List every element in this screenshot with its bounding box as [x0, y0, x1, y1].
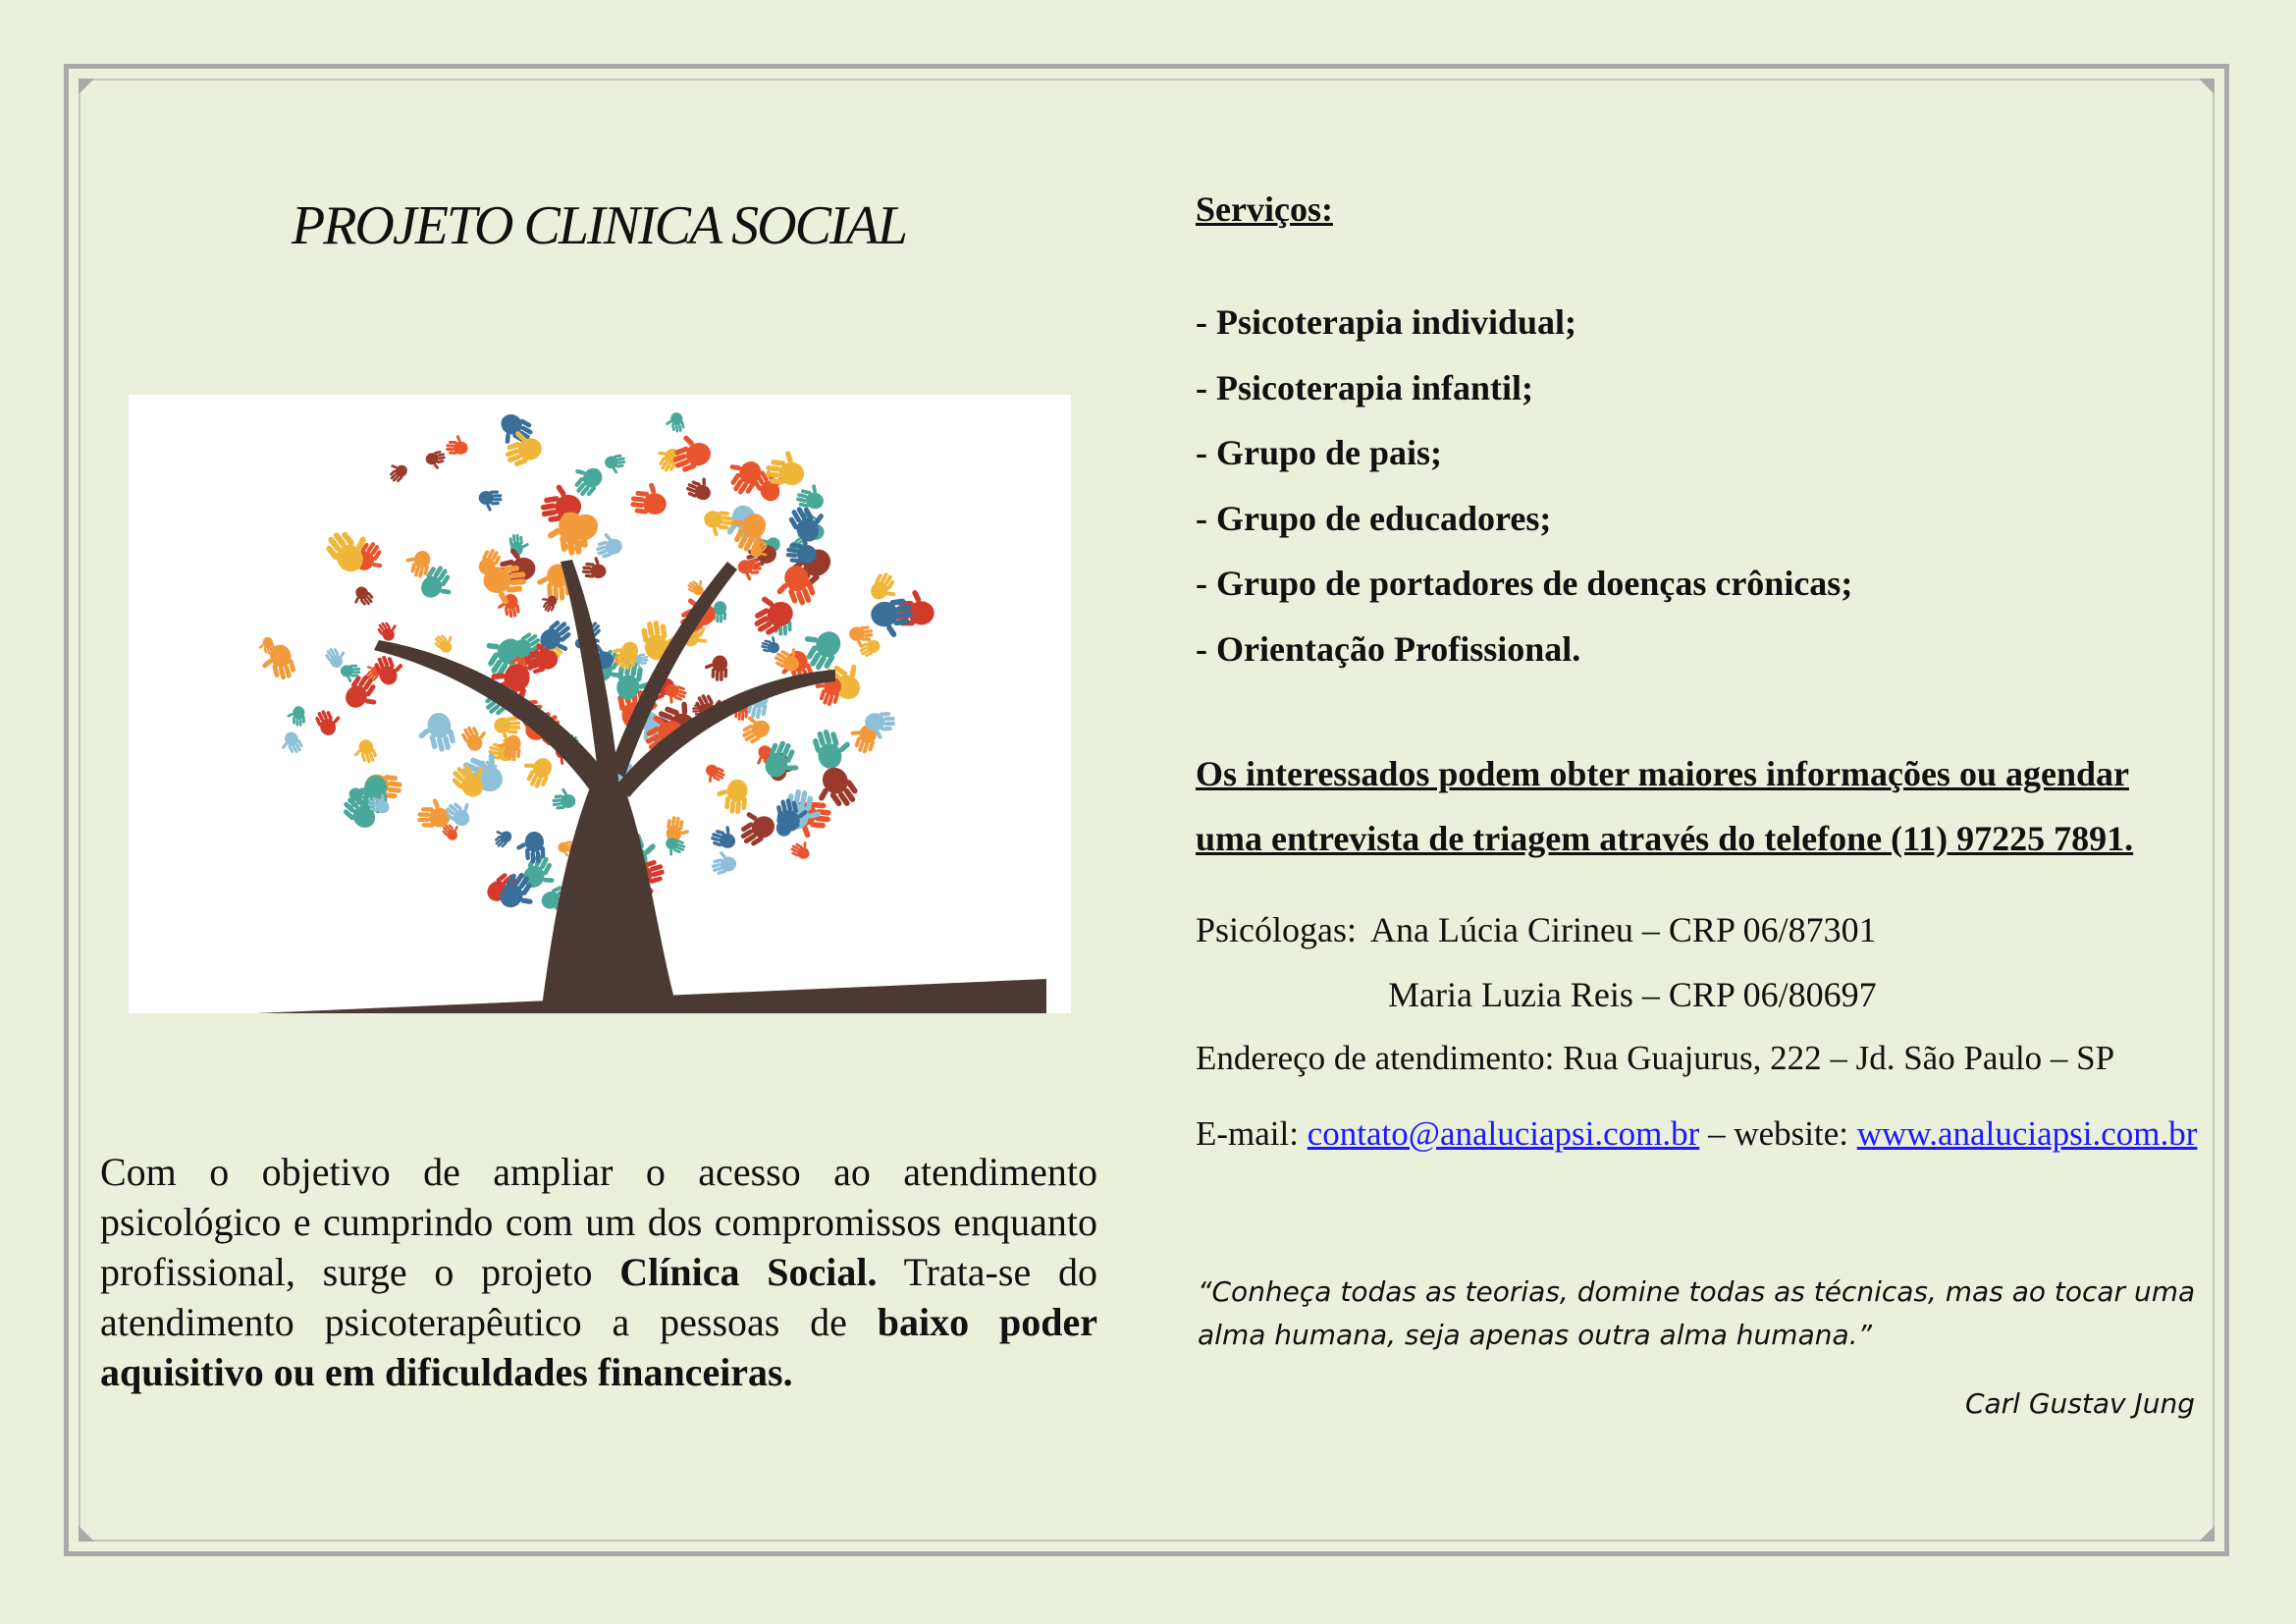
- psychologist-1: Ana Lúcia Cirineu – CRP 06/87301: [1370, 910, 1877, 949]
- hand-leaf: [704, 655, 728, 681]
- address-line: Endereço de atendimento: Rua Guajurus, 222 – Jd. São Paulo – SP: [1196, 1039, 2115, 1077]
- intro-text-2: Trata-se do atendimento psicoterapêutico a pessoas de: [100, 1250, 1097, 1344]
- hand-leaf: [737, 559, 762, 581]
- hand-leaf: [630, 480, 669, 516]
- hand-leaf: [432, 628, 458, 655]
- quote-author: Carl Gustav Jung: [1964, 1387, 2195, 1420]
- hand-leaf: [551, 786, 576, 810]
- hand-leaf: [424, 450, 448, 471]
- hand-leaf: [417, 798, 450, 829]
- hand-leaf: [715, 778, 749, 815]
- website-label: – website:: [1699, 1114, 1857, 1153]
- service-item: - Grupo de educadores;: [1196, 498, 1552, 538]
- services-heading: Serviços:: [1196, 189, 1333, 229]
- website-link[interactable]: www.analuciapsi.com.br: [1856, 1114, 2198, 1153]
- tree-illustration: [129, 395, 1071, 1013]
- hand-leaf: [384, 459, 409, 484]
- hand-leaf: [604, 454, 627, 475]
- contact-call-to-action: Os interessados podem obter maiores informações ou agendar uma entrevista de triagem através do telefone (11) 97225 7891.: [1196, 754, 2134, 858]
- intro-bold-clinica-social: Clínica Social.: [619, 1250, 878, 1294]
- hand-leaf: [565, 459, 607, 500]
- hand-leaf: [446, 434, 468, 455]
- hand-leaf: [489, 825, 514, 849]
- service-item: - Grupo de portadores de doenças crônicas;: [1196, 564, 1853, 604]
- quote-text: “Conheça todas as teorias, domine todas as técnicas, mas ao tocar uma alma humana, seja apenas outra alma humana.”: [1198, 1275, 2196, 1351]
- corner-ornament-top-right: [2199, 79, 2215, 94]
- hand-leaf: [720, 452, 766, 499]
- intro-bold-financial: baixo poder aquisitivo ou em dificuldades financeiras.: [100, 1300, 1098, 1394]
- corner-ornament-bottom-left: [79, 1526, 94, 1542]
- hand-leaf: [708, 847, 737, 876]
- hand-leaf: [662, 836, 687, 860]
- hand-leaf: [257, 642, 296, 684]
- hand-leaf: [789, 837, 815, 861]
- hand-leaf: [479, 490, 503, 512]
- hand-leaf: [709, 822, 739, 850]
- corner-ornament-top-left: [79, 79, 94, 94]
- hand-leaf: [795, 481, 828, 512]
- intro-paragraph: [100, 1147, 1097, 1397]
- hand-leaf: [287, 706, 305, 727]
- hand-leaf: [684, 472, 716, 503]
- services-list: [1196, 297, 1852, 689]
- tree-trunk: [541, 787, 678, 1013]
- hand-leaf: [760, 634, 781, 655]
- hand-leaf: [765, 448, 807, 487]
- hand-leaf: [811, 724, 856, 772]
- page-title: PROJETO CLINICA SOCIAL: [292, 195, 906, 256]
- hand-leaf: [350, 737, 379, 767]
- psychologist-2: Maria Luzia Reis – CRP 06/80697: [1388, 975, 1877, 1014]
- hand-leaf: [581, 555, 608, 579]
- psychologists-line: [1196, 909, 1877, 950]
- hand-leaf: [496, 593, 520, 620]
- email-label: E-mail:: [1196, 1114, 1308, 1153]
- hand-leaf: [313, 705, 346, 738]
- hand-leaf: [348, 584, 376, 612]
- hand-leaf: [375, 617, 401, 643]
- service-item: - Psicoterapia individual;: [1196, 302, 1577, 342]
- hand-leaf: [664, 411, 685, 435]
- intro-text-1: Com o objetivo de ampliar o acesso ao atendimento psicológico e cumprindo com um dos compromissos enquanto profissional, surge o projeto: [100, 1150, 1097, 1294]
- corner-ornament-bottom-right: [2199, 1526, 2215, 1542]
- psychologists-label: Psicólogas:: [1196, 910, 1358, 949]
- service-item: - Orientação Profissional.: [1196, 628, 1581, 669]
- hand-leaf: [517, 751, 556, 791]
- hand-leaf: [277, 730, 305, 759]
- hand-leaf: [459, 721, 492, 754]
- service-item: - Psicoterapia infantil;: [1196, 367, 1533, 407]
- email-link[interactable]: contato@analuciapsi.com.br: [1307, 1114, 1700, 1153]
- tree-of-hands-image: [129, 395, 1071, 1013]
- hand-leaf: [413, 710, 457, 756]
- contact-links-line: [1196, 1114, 2197, 1154]
- service-item: - Grupo de pais;: [1196, 433, 1443, 473]
- hand-leaf: [701, 762, 727, 787]
- hand-leaf: [592, 529, 624, 560]
